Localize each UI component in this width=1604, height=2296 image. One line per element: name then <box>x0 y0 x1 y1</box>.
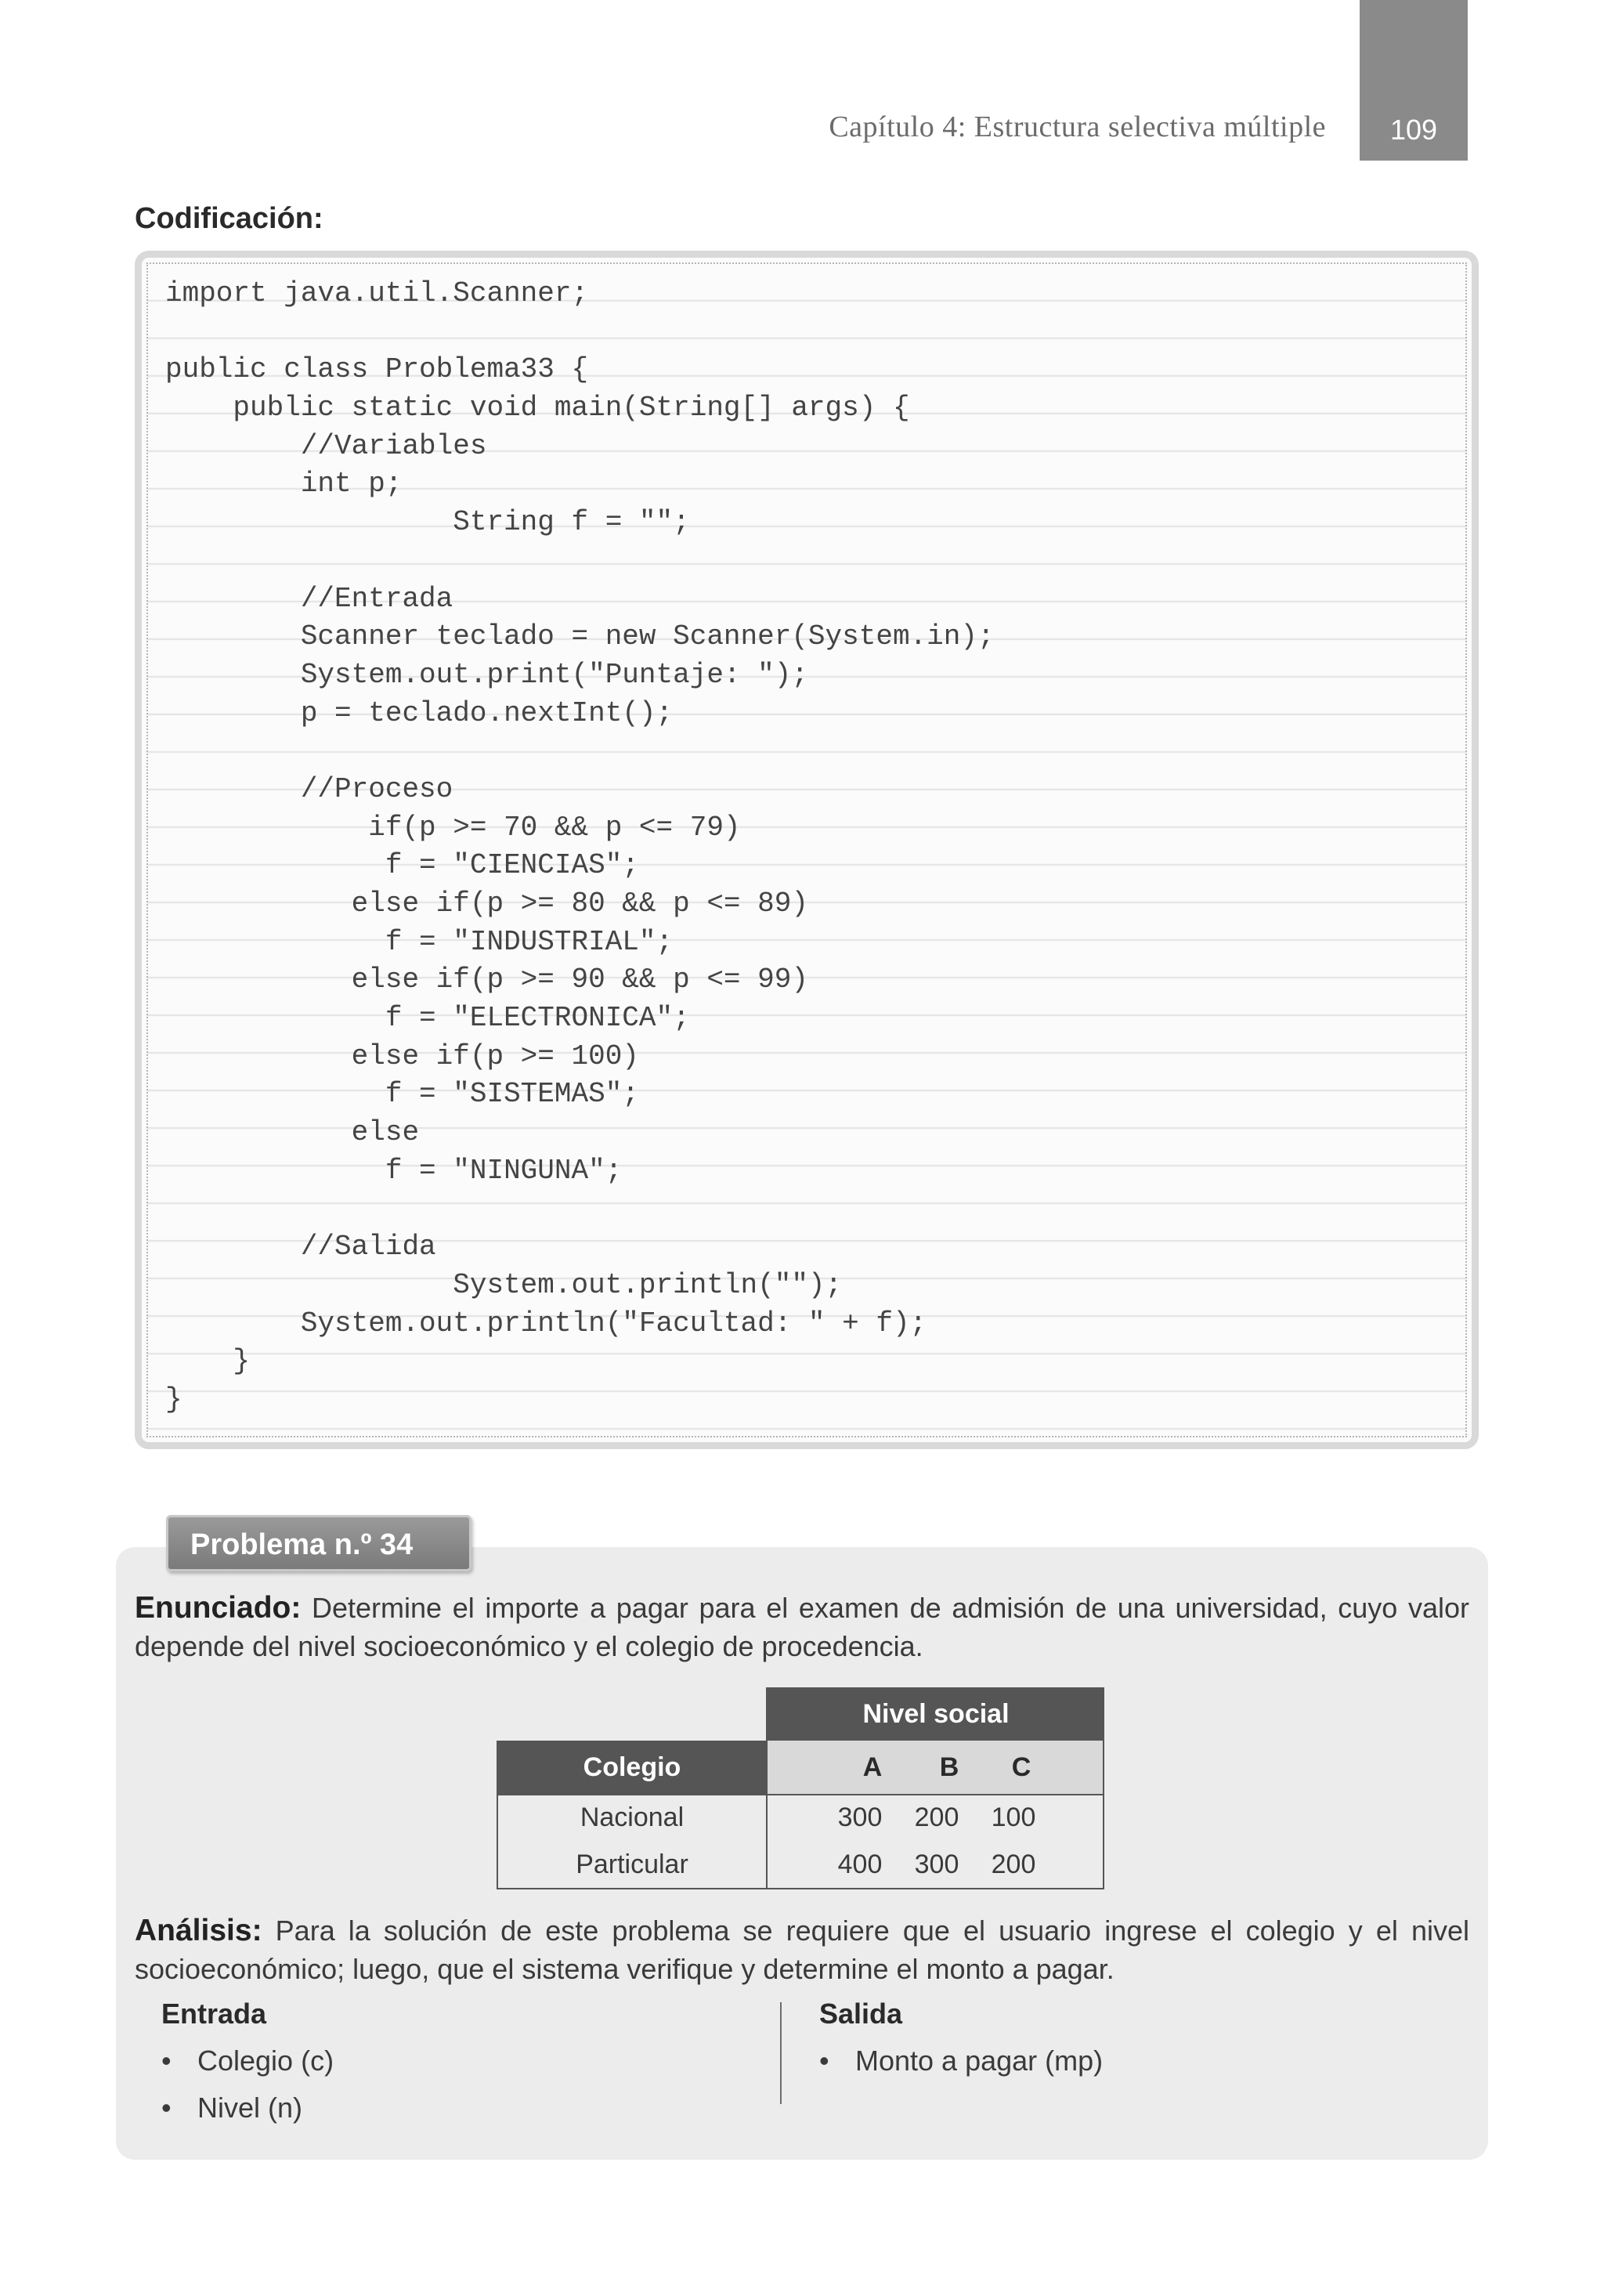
table-cell: 400 <box>837 1849 883 1879</box>
code-line <box>165 542 995 580</box>
analysis-text: Para la solución de este problema se requiere que el usuario ingrese el colegio y el nivel socioeconómico; luego, que el sistema verifique y determine el monto a pagar. <box>135 1915 1469 1985</box>
input-item-text: Nivel (n) <box>197 2092 303 2124</box>
code-line: Scanner teclado = new Scanner(System.in); <box>165 620 995 653</box>
input-item-text: Colegio (c) <box>197 2045 334 2077</box>
code-line <box>165 732 995 771</box>
code-line: p = teclado.nextInt(); <box>165 696 674 729</box>
code-line: System.out.println(""); <box>165 1268 843 1301</box>
code-line: //Proceso <box>165 772 453 805</box>
input-item: • Colegio (c) <box>161 2045 334 2077</box>
table-row-colegio: Particular <box>576 1849 688 1879</box>
page-number-tab <box>1360 0 1468 161</box>
io-divider <box>780 2002 782 2104</box>
output-item-text: Monto a pagar (mp) <box>855 2045 1104 2077</box>
statement-label: Enunciado: <box>135 1591 302 1625</box>
chapter-title: Capítulo 4: Estructura selectiva múltiple <box>829 110 1326 143</box>
table-cell: 100 <box>991 1802 1036 1832</box>
table-level-b: B <box>939 1752 959 1782</box>
page-number: 109 <box>1389 114 1438 146</box>
code-line: System.out.println("Facultad: " + f); <box>165 1307 927 1340</box>
table-cell: 200 <box>991 1849 1036 1879</box>
code-box <box>135 251 1479 1449</box>
code-line: f = "SISTEMAS"; <box>165 1078 639 1111</box>
table-level-c: C <box>1011 1752 1031 1782</box>
analysis-paragraph <box>135 1911 1469 1988</box>
table-rule <box>1103 1687 1104 1889</box>
table-rule <box>497 1741 498 1889</box>
code-line: if(p >= 70 && p <= 79) <box>165 811 741 844</box>
code-listing <box>165 275 995 1419</box>
code-line: f = "CIENCIAS"; <box>165 849 639 882</box>
code-line: f = "INDUSTRIAL"; <box>165 925 674 958</box>
code-area <box>146 262 1467 1437</box>
table-rule <box>497 1888 1104 1889</box>
code-line: int p; <box>165 468 403 501</box>
input-item: • Nivel (n) <box>161 2092 303 2124</box>
table-cell: 300 <box>837 1802 883 1832</box>
input-title: Entrada <box>161 1998 267 2030</box>
code-line: public static void main(String[] args) { <box>165 392 910 425</box>
code-line: else <box>165 1116 420 1149</box>
code-line: //Salida <box>165 1231 436 1264</box>
table-group-header: Nivel social <box>768 1687 1104 1741</box>
table-col-header: Colegio <box>497 1741 768 1794</box>
code-line: f = "ELECTRONICA"; <box>165 1002 690 1035</box>
table-row-colegio: Nacional <box>580 1802 685 1832</box>
output-title: Salida <box>819 1998 903 2030</box>
statement-text: Determine el importe a pagar para el examen de admisión de una universidad, cuyo valor depende del nivel socioeconómico y el colegio de procedencia. <box>135 1592 1469 1662</box>
code-line: } <box>165 1383 182 1416</box>
code-line: //Entrada <box>165 582 453 615</box>
code-line: else if(p >= 90 && p <= 99) <box>165 964 808 996</box>
statement-paragraph <box>135 1589 1469 1665</box>
code-line <box>165 1191 995 1229</box>
code-line: else if(p >= 80 && p <= 89) <box>165 888 808 920</box>
problem-title: Problema n.º 34 <box>190 1528 414 1561</box>
table-cell: 200 <box>914 1802 959 1832</box>
code-line: else if(p >= 100) <box>165 1040 639 1072</box>
problem-tab <box>166 1515 471 1571</box>
code-line: import java.util.Scanner; <box>165 277 589 309</box>
coding-heading: Codificación: <box>135 202 323 235</box>
code-line: System.out.print("Puntaje: "); <box>165 658 808 691</box>
code-line: String f = ""; <box>165 506 690 539</box>
code-line <box>165 313 995 352</box>
table-cell: 300 <box>914 1849 959 1879</box>
table-rule <box>766 1687 768 1889</box>
table-level-a: A <box>862 1752 883 1782</box>
code-line: //Variables <box>165 429 487 462</box>
code-line: f = "NINGUNA"; <box>165 1154 623 1187</box>
code-line: } <box>165 1345 251 1378</box>
analysis-label: Análisis: <box>135 1914 262 1947</box>
table-rule <box>497 1794 1104 1795</box>
code-line: public class Problema33 { <box>165 353 589 386</box>
output-item: • Monto a pagar (mp) <box>819 2045 1104 2077</box>
